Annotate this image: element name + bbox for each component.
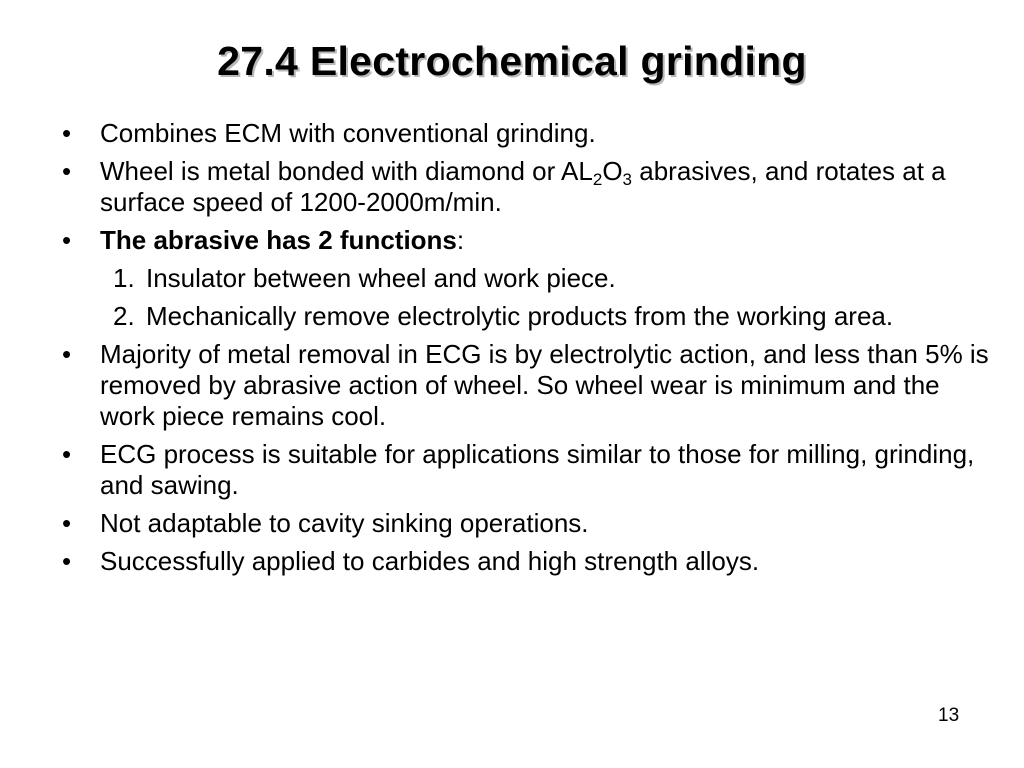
item-number: 2.: [113, 301, 135, 331]
bullet-text-part: Wheel is metal bonded with diamond or AL: [100, 156, 593, 186]
bullet-icon: •: [62, 156, 72, 186]
bullet-text: Combines ECM with conventional grinding.: [100, 118, 596, 148]
bullet-item: [60, 508, 990, 539]
bullet-icon: •: [62, 546, 72, 576]
bullet-text: Majority of metal removal in ECG is by electrolytic action, and less than 5% is removed by abrasive action of wheel. So wheel wear is minimum and the work piece remains cool.: [100, 339, 989, 431]
item-text: Mechanically remove electrolytic products from the working area.: [146, 301, 894, 331]
bullet-item: [60, 339, 990, 432]
slide-title: 27.4 Electrochemical grinding: [217, 38, 807, 84]
bullet-text: Successfully applied to carbides and high strength alloys.: [100, 546, 760, 576]
bullet-text: [100, 225, 464, 255]
bullet-item: [60, 156, 990, 218]
bullet-icon: •: [62, 225, 72, 255]
bullet-text-bold: The abrasive has 2 functions: [100, 225, 457, 255]
subscript: 3: [622, 170, 633, 189]
bullet-icon: •: [62, 339, 72, 369]
numbered-item: [60, 301, 990, 332]
bullet-text: [100, 156, 946, 217]
subscript: 2: [592, 170, 603, 189]
bullet-text-part: O: [602, 156, 623, 186]
item-number: 1.: [113, 263, 135, 293]
bullet-item: [60, 225, 990, 256]
bullet-text: Not adaptable to cavity sinking operations.: [100, 508, 589, 538]
item-text: Insulator between wheel and work piece.: [146, 263, 616, 293]
slide-content: [60, 118, 990, 584]
bullet-icon: •: [62, 118, 72, 148]
bullet-text-part: abrasives, and rotates at a surface speed of 1200-2000m/min.: [100, 156, 946, 217]
bullet-item: [60, 546, 990, 577]
page-number: 13: [938, 705, 960, 726]
bullet-text: ECG process is suitable for applications similar to those for milling, grinding, and sawing.: [100, 439, 975, 500]
bullet-item: [60, 439, 990, 501]
numbered-item: [60, 263, 990, 294]
bullet-item: [60, 118, 990, 149]
bullet-icon: •: [62, 439, 72, 469]
bullet-icon: •: [62, 508, 72, 538]
bullet-text-part: :: [456, 225, 465, 255]
